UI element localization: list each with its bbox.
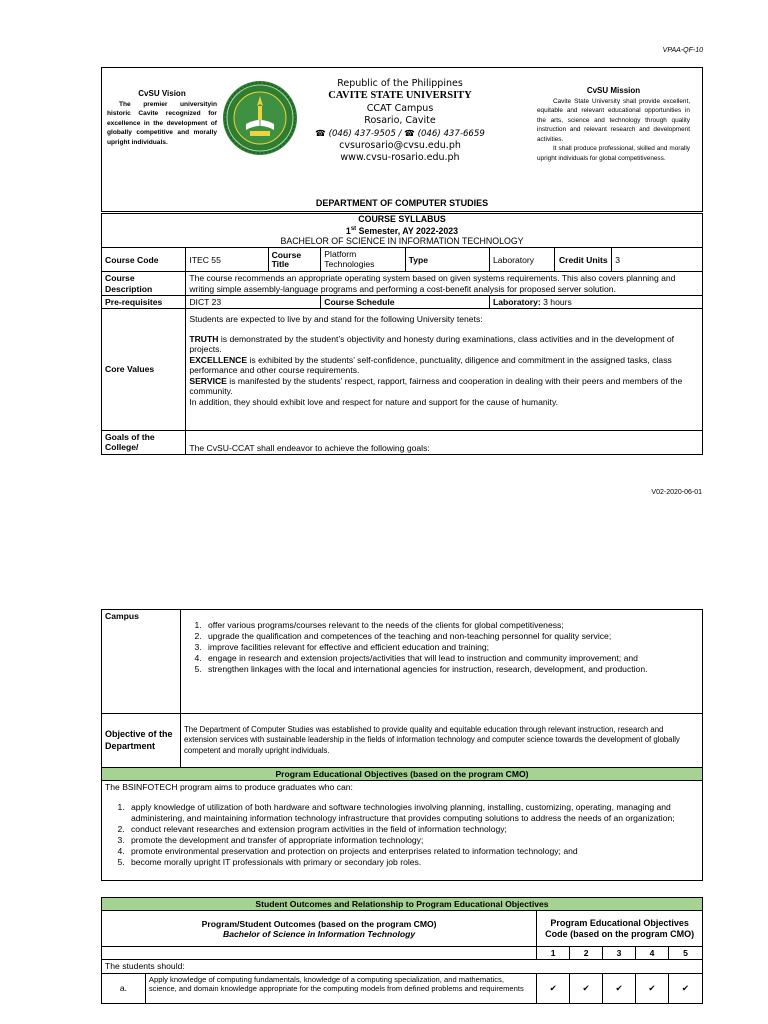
- peo-header: Program Educational Objectives (based on the program CMO): [102, 768, 703, 781]
- semester-suffix: st: [350, 225, 357, 232]
- course-title-label: Course Title: [268, 248, 321, 272]
- department-title: DEPARTMENT OF COMPUTER STUDIES: [315, 198, 489, 208]
- so-title: Program/Student Outcomes (based on the program CMO): [201, 918, 437, 929]
- mission-title: CvSU Mission: [586, 86, 641, 95]
- goal-item: 1. offer various programs/courses relevant to the needs of the clients for global competitiveness;: [204, 620, 690, 631]
- peo-list: [105, 802, 699, 867]
- vision-title: CvSU Vision: [138, 89, 186, 98]
- check-icon: ✔: [669, 973, 703, 1003]
- campus-location: Rosario, Cavite: [364, 115, 436, 127]
- vision-block: [107, 89, 217, 148]
- goal-item: 5. strengthen linkages with the local and international agencies for instruction, research, development, and production.: [204, 664, 690, 675]
- mission-block: [537, 86, 690, 163]
- goal-item: 3. improve facilities relevant for effective and efficient education and training;: [204, 642, 690, 653]
- prerequisites-label: Pre-requisites: [102, 295, 186, 308]
- goals-list: [184, 620, 690, 675]
- peo-code: 1: [537, 947, 570, 960]
- peo-item: 1. apply knowledge of utilization of both hardware and software technologies involving planning, installing, customizing, operating, managing and administering, and maintaining information technology infrastructure that provides computing solutions to address the needs of an organization;: [127, 802, 699, 824]
- core-value-excellence: [189, 355, 699, 376]
- so-subtitle: Bachelor of Science in Information Technology: [223, 928, 416, 939]
- objective-label: Objective of the Department: [102, 714, 181, 768]
- goals-intro: The CvSU-CCAT shall endeavor to achieve the following goals:: [186, 430, 703, 454]
- laboratory-hours: [489, 295, 702, 308]
- goal-item: 4. engage in research and extension projects/activities that will lead to instruction and community improvement; and: [204, 653, 690, 664]
- core-value-truth: [189, 334, 699, 355]
- core-values-intro: Students are expected to live by and stand for the following University tenets:: [189, 313, 483, 324]
- syllabus-heading: [102, 214, 703, 248]
- goals-continued-table: [101, 609, 703, 881]
- mission-paragraph-1: Cavite State University shall provide excellent, equitable and relevant educational opportunities in the arts, science and technology through quality instruction and relevant research and development activities.: [537, 97, 690, 143]
- type-label: Type: [405, 248, 489, 272]
- peo-code-title: Program Educational Objectives Code (based on the program CMO): [537, 911, 703, 947]
- excellence-text: is exhibited by the students’ self-confidence, punctuality, diligence and commitment in the assigned tasks, class performance and other course requirements.: [189, 354, 672, 376]
- prerequisites-value: DICT 23: [186, 295, 321, 308]
- excellence-key: EXCELLENCE: [189, 354, 248, 365]
- university-name: CAVITE STATE UNIVERSITY: [328, 90, 472, 102]
- goals-label: Goals of the College/: [102, 430, 186, 454]
- course-description-text: The course recommends an appropriate operating system based on given systems requirements. This also covers planning and writing simple assembly-language programs and performing a cost-benefit analysis for proposed server solution.: [186, 272, 703, 295]
- email-address: cvsurosario@cvsu.edu.ph: [339, 140, 461, 152]
- truth-text: is demonstrated by the student’s objectivity and honesty during examinations, class activities and in the development of projects.: [189, 333, 675, 355]
- so-blank-cell: [102, 947, 537, 960]
- course-code-value: ITEC 55: [186, 248, 268, 272]
- mission-paragraph-2: It shall produce professional, skilled and morally upright individuals for global competitiveness.: [537, 145, 690, 162]
- vision-text: The premier universityin historic Cavite recognized for excellence in the development of globally competitive and morally upright individuals.: [107, 100, 217, 146]
- university-seal-logo: [222, 80, 298, 156]
- check-icon: ✔: [636, 973, 669, 1003]
- peo-item: 2. conduct relevant researches and extension program activities in the field of information technology;: [127, 824, 699, 835]
- peo-code: 4: [636, 947, 669, 960]
- campus-label: Campus: [102, 610, 181, 714]
- peo-item: 5. become morally upright IT professionals with primary or secondary job roles.: [127, 857, 699, 868]
- core-values-content: [186, 308, 703, 430]
- peo-intro: The BSINFOTECH program aims to produce graduates who can:: [105, 782, 353, 793]
- peo-item: 4. promote environmental preservation and protection on projects and enterprises related to information technology; and: [127, 846, 699, 857]
- course-description-label: Course Description: [102, 272, 186, 295]
- syllabus-table: [101, 213, 703, 455]
- semester-number: 1: [345, 225, 351, 236]
- campus-name: CCAT Campus: [366, 102, 434, 114]
- republic-line: Republic of the Philippines: [337, 78, 463, 89]
- peo-code: 3: [603, 947, 636, 960]
- program-name: BACHELOR OF SCIENCE IN INFORMATION TECHNOLOGY: [280, 235, 524, 246]
- core-values-closing: In addition, they should exhibit love and respect for nature and support for the cause of humanity.: [189, 397, 558, 408]
- laboratory-label: Laboratory:: [492, 296, 541, 307]
- university-info: [300, 78, 500, 165]
- student-outcomes-table: [101, 897, 703, 1004]
- service-key: SERVICE: [189, 375, 227, 386]
- course-title-value: Platform Technologies: [321, 248, 405, 272]
- check-icon: ✔: [603, 973, 636, 1003]
- course-code-label: Course Code: [102, 248, 186, 272]
- type-value: Laboratory: [489, 248, 554, 272]
- core-values-label: Core Values: [102, 308, 186, 430]
- peo-content: [102, 781, 703, 880]
- version-code: V02-2020-06-01: [651, 489, 702, 496]
- laboratory-value: 3 hours: [540, 296, 572, 307]
- service-text: is manifested by the students’ respect, rapport, fairness and cooperation in dealing with their peers and members of the community.: [189, 375, 683, 397]
- document-code: VPAA-QF-10: [662, 47, 703, 54]
- objective-text: The Department of Computer Studies was established to provide quality and equitable education through relevant instruction, research and extension services with sustainable leadership in the fields of information technology and computer science towards the development of globally competent and morally upright individuals.: [181, 714, 703, 768]
- course-schedule-label: Course Schedule: [321, 295, 490, 308]
- check-icon: ✔: [570, 973, 603, 1003]
- peo-code: 5: [669, 947, 703, 960]
- so-header: Student Outcomes and Relationship to Program Educational Objectives: [102, 898, 703, 911]
- outcome-text: Apply knowledge of computing fundamentals, knowledge of a computing specialization, and mathematics, science, and domain knowledge appropriate for the computing models from defined problems and requirements: [145, 973, 536, 1003]
- check-icon: ✔: [537, 973, 570, 1003]
- core-value-service: [189, 376, 699, 397]
- phone-numbers: ☎ (046) 437-9505 / ☎ (046) 437-6659: [315, 128, 485, 139]
- semester-text: Semester, AY 2022-2023: [356, 225, 459, 236]
- truth-key: TRUTH: [189, 333, 219, 344]
- students-should: The students should:: [102, 960, 703, 973]
- goals-list-cell: [181, 610, 703, 714]
- syllabus-title: COURSE SYLLABUS: [358, 214, 446, 224]
- outcome-letter: a.: [102, 973, 146, 1003]
- credit-units-value: 3: [612, 248, 703, 272]
- goal-item: 2. upgrade the qualification and competences of the teaching and non-teaching personnel for quality service;: [204, 631, 690, 642]
- credit-units-label: Credit Units: [555, 248, 612, 272]
- website: www.cvsu-rosario.edu.ph: [340, 152, 460, 164]
- semester-line: [105, 225, 699, 237]
- so-column-title: [102, 911, 537, 947]
- peo-item: 3. promote the development and transfer of appropriate information technology;: [127, 835, 699, 846]
- peo-code: 2: [570, 947, 603, 960]
